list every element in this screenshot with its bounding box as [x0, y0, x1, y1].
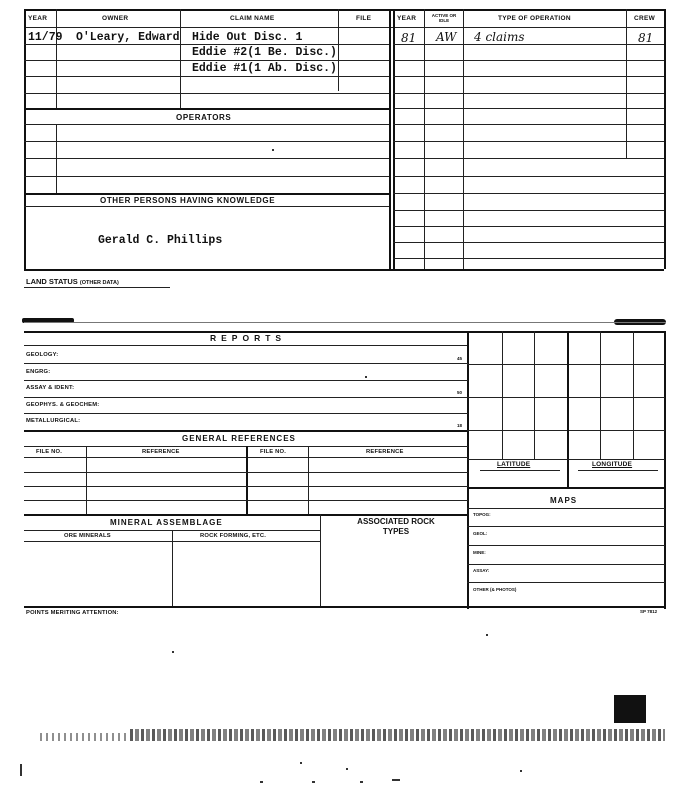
- longitude-label: LONGITUDE: [592, 461, 633, 468]
- form-number: SP 7812: [640, 609, 658, 614]
- header-owner: OWNER: [102, 15, 129, 22]
- general-references-title: GENERAL REFERENCES: [182, 434, 296, 443]
- metallurgical-label: METALLURGICAL:: [26, 418, 81, 424]
- geophys-label: GEOPHYS. & GEOCHEM:: [26, 402, 100, 408]
- header-type-of-operation: TYPE OF OPERATION: [498, 15, 571, 22]
- other-person-name: Gerald C. Phillips: [98, 234, 223, 247]
- header-claim-name: CLAIM NAME: [230, 15, 275, 22]
- op-crew: 81: [638, 31, 654, 45]
- reports-title: REPORTS: [210, 333, 287, 343]
- maps-title: MAPS: [550, 496, 578, 505]
- maps-geol: GEOL:: [473, 531, 488, 536]
- maps-other: OTHER (& PHOTOS): [473, 587, 517, 592]
- ref-header-file-2: FILE NO.: [260, 449, 287, 455]
- reports-num-2: 50: [457, 390, 463, 395]
- header-crew: CREW: [634, 15, 656, 22]
- ref-header-reference-1: REFERENCE: [142, 449, 180, 455]
- maps-mine: MINE:: [473, 550, 486, 555]
- land-status-note: (OTHER DATA): [79, 280, 119, 286]
- op-year: 81: [401, 31, 417, 45]
- op-status: AW: [436, 30, 457, 44]
- claim-name-2: Eddie #2(1 Be. Disc.): [192, 46, 337, 59]
- other-persons-title: OTHER PERSONS HAVING KNOWLEDGE: [100, 196, 276, 205]
- land-status-label: [26, 277, 119, 286]
- claim-name-1: Hide Out Disc. 1: [192, 31, 303, 44]
- header-year-2: YEAR: [397, 15, 417, 22]
- latitude-label: LATITUDE: [497, 461, 531, 468]
- claim-name-3: Eddie #1(1 Ab. Disc.): [192, 62, 337, 75]
- record-owner: O'Leary, Edward: [76, 31, 180, 44]
- ref-header-file-1: FILE NO.: [36, 449, 63, 455]
- reports-num-3: 18: [457, 423, 463, 428]
- associated-rock-types: ASSOCIATED ROCK TYPES: [357, 517, 435, 536]
- reports-num-1: 45: [457, 356, 463, 361]
- header-year: YEAR: [28, 15, 48, 22]
- points-meriting-label: POINTS MERITING ATTENTION:: [26, 610, 119, 616]
- maps-topog: TOPOG:: [473, 512, 491, 517]
- mineral-assemblage-title: MINERAL ASSEMBLAGE: [110, 518, 223, 527]
- ore-minerals-header: ORE MINERALS: [64, 533, 111, 539]
- header-active-idle: ACTIVE OR IDLE: [431, 13, 457, 23]
- header-file: FILE: [356, 15, 372, 22]
- assay-ident-label: ASSAY & IDENT:: [26, 385, 75, 391]
- engrg-label: ENGRG:: [26, 369, 51, 375]
- op-type: 4 claims: [474, 30, 525, 44]
- ref-header-reference-2: REFERENCE: [366, 449, 404, 455]
- rock-forming-header: ROCK FORMING, ETC.: [200, 533, 267, 539]
- operators-title: OPERATORS: [176, 113, 232, 122]
- land-status-text: LAND STATUS: [26, 277, 78, 286]
- geology-label: GEOLOGY:: [26, 352, 59, 358]
- record-year: 11/79: [28, 31, 63, 44]
- maps-assay: ASSAY:: [473, 568, 490, 573]
